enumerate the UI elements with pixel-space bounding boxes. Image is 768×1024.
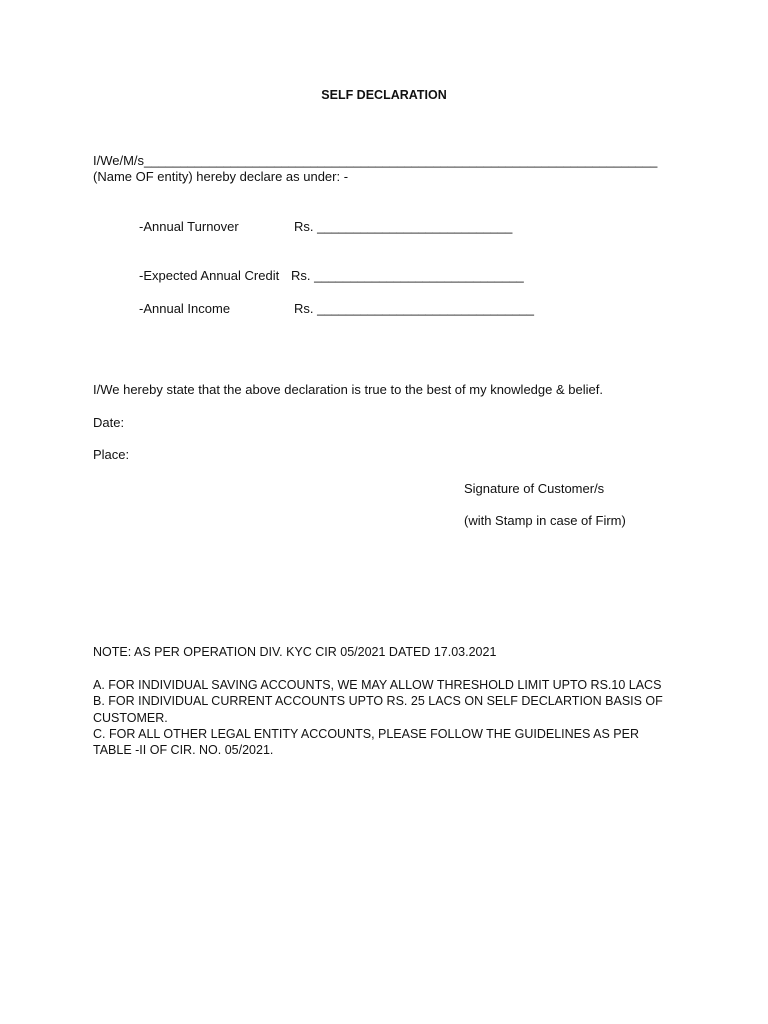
date-label: Date: [93,415,125,430]
annual-turnover-field: Rs. ___________________________ [294,219,513,234]
annual-income-field: Rs. ______________________________ [294,301,535,316]
declaration-statement: I/We hereby state that the above declaration is true to the best of my knowledge & belief. [93,382,603,397]
document-title: SELF DECLARATION [321,88,447,102]
note-item-a: A. FOR INDIVIDUAL SAVING ACCOUNTS, WE MAY ALLOW THRESHOLD LIMIT UPTO RS.10 LACS [93,678,662,692]
annual-turnover-label: -Annual Turnover [139,219,239,234]
stamp-note: (with Stamp in case of Firm) [464,513,626,528]
signature-label: Signature of Customer/s [464,481,605,496]
expected-annual-credit-field: Rs. _____________________________ [291,268,524,283]
expected-annual-credit-label: -Expected Annual Credit [139,268,280,283]
notes-list [93,677,673,758]
declarant-intro: I/We/M/s_______________________________________________________________________ (Name OF entity) hereby declare as under: - [93,153,658,184]
note-item-b: B. FOR INDIVIDUAL CURRENT ACCOUNTS UPTO RS. 25 LACS ON SELF DECLARTION BASIS OF CUSTOMER. [93,694,663,725]
note-item-c: C. FOR ALL OTHER LEGAL ENTITY ACCOUNTS, PLEASE FOLLOW THE GUIDELINES AS PER TABLE -II OF CIR. NO. 05/2021. [93,726,639,758]
annual-income-label: -Annual Income [139,301,231,316]
place-label: Place: [93,447,130,462]
note-heading: NOTE: AS PER OPERATION DIV. KYC CIR 05/2021 DATED 17.03.2021 [93,645,497,659]
